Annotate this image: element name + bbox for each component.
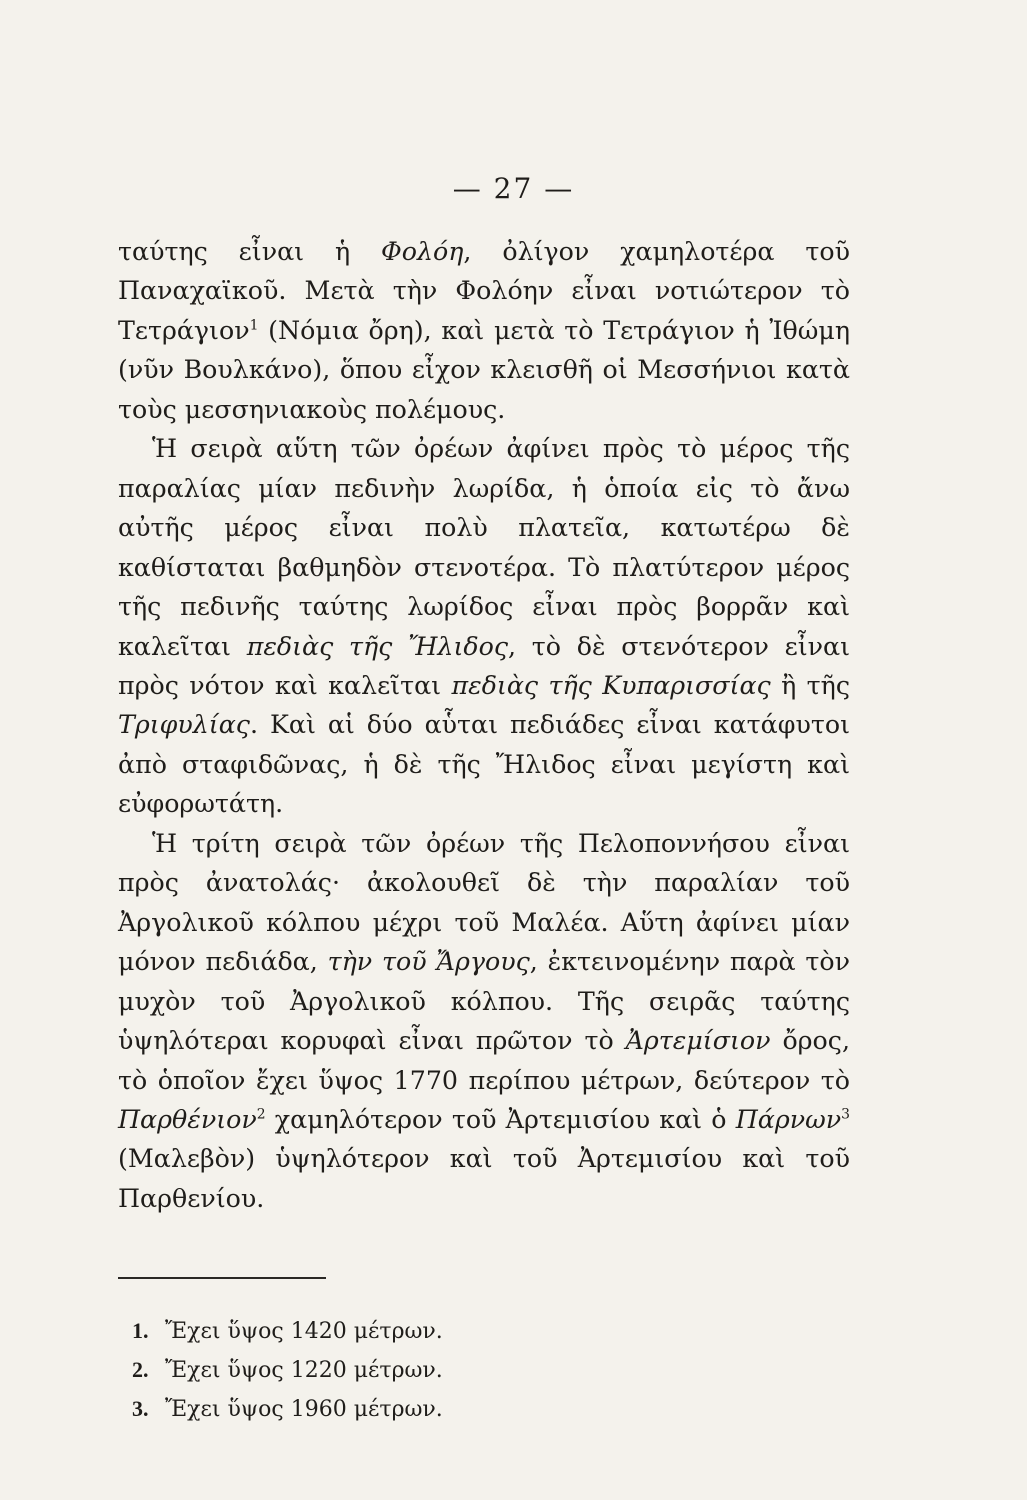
page-number: — 27 — bbox=[452, 172, 575, 205]
footnote-2 bbox=[132, 1351, 443, 1390]
footnote-number: 3. bbox=[132, 1396, 149, 1421]
paragraph-3 bbox=[118, 824, 850, 1219]
italic-term: πεδιὰς τῆς Κυπαρισσίας bbox=[451, 670, 771, 700]
footnote-marker: 1 bbox=[249, 317, 259, 334]
italic-term: Φολόη bbox=[381, 237, 464, 266]
footnote-text: Ἔχει ὕψος 1220 μέτρων. bbox=[165, 1358, 443, 1383]
footnote-text: Ἔχει ὕψος 1960 μέτρων. bbox=[165, 1397, 443, 1422]
footnote-number: 2. bbox=[132, 1357, 149, 1382]
body-text bbox=[118, 232, 850, 1218]
footnote-number: 1. bbox=[132, 1318, 149, 1343]
text-run: (Μαλεβὸν) ὑψηλότερον καὶ τοῦ Ἀρτεμισίου καὶ τοῦ Παρθενίου. bbox=[118, 1144, 850, 1213]
text-run: χαμηλότερον τοῦ Ἀρτεμισίου καὶ ὁ bbox=[265, 1104, 736, 1134]
text-run: (Νόμια ὄρη), καὶ μετὰ τὸ Τετράγιον ἡ Ἰθώμη (νῦν Βουλκάνο), ὅπου εἶχον κλεισθῆ οἱ Μεσσήνιοι κατὰ τοὺς μεσσηνιακοὺς πολέμους. bbox=[118, 315, 850, 424]
footnote-divider bbox=[118, 1277, 326, 1279]
text-run: ὄρος, τὸ ὁποῖον ἔχει ὕψος 1770 περίπου μέτρων, δεύτερον τὸ bbox=[118, 1026, 850, 1095]
italic-term: Ἀρτεμίσιον bbox=[625, 1026, 771, 1056]
footnote-3 bbox=[132, 1390, 443, 1429]
text-run: Ἡ τρίτη σειρὰ τῶν ὀρέων τῆς Πελοποννήσου εἶναι πρὸς ἀνατολάς· ἀκολουθεῖ δὲ τὴν παραλίαν τοῦ Ἀργολικοῦ κόλπου μέχρι τοῦ Μαλέα. Αὕτη ἀφίνει μίαν μόνον πεδιάδα, bbox=[118, 828, 850, 977]
italic-term: Τριφυλίας bbox=[118, 710, 250, 740]
italic-term: τὴν τοῦ Ἄργους bbox=[327, 947, 530, 977]
italic-term: Παρθένιον bbox=[118, 1104, 257, 1134]
footnotes bbox=[132, 1312, 443, 1429]
text-run: Ἡ σειρὰ αὕτη τῶν ὀρέων ἀφίνει πρὸς τὸ μέρος τῆς παραλίας μίαν πεδινὴν λωρίδα, ἡ ὁποία εἰς τὸ ἄνω αὐτῆς μέρος εἶναι πολὺ πλατεῖα, κατωτέρω δὲ καθίσταται βαθμηδὸν στενοτέρα. Τὸ πλατύτερον μέρος τῆς πεδινῆς ταύτης λωρίδος εἶναι πρὸς βορρᾶν καὶ καλεῖται bbox=[118, 434, 850, 661]
text-run: . Καὶ αἱ δύο αὗται πεδιάδες εἶναι κατάφυτοι ἀπὸ σταφιδῶνας, ἡ δὲ τῆς Ἤλιδος εἶναι μεγίστη καὶ εὐφορωτάτη. bbox=[118, 710, 850, 819]
paragraph-2 bbox=[118, 429, 850, 824]
footnote-marker: 2 bbox=[256, 1106, 266, 1123]
text-run: , ἐκτεινομένην παρὰ τὸν μυχὸν τοῦ Ἀργολικοῦ κόλπου. Τῆς σειρᾶς ταύτης ὑψηλότεραι κορυφαὶ εἶναι πρῶτον τὸ bbox=[118, 947, 851, 1056]
paragraph-1 bbox=[118, 232, 850, 429]
text-run: , τὸ δὲ στενότερον εἶναι πρὸς νότον καὶ καλεῖται bbox=[118, 631, 850, 700]
text-run: ἢ τῆς bbox=[770, 670, 851, 700]
italic-term: πεδιὰς τῆς Ἤλιδος bbox=[246, 631, 508, 661]
footnote-text: Ἔχει ὕψος 1420 μέτρων. bbox=[165, 1319, 443, 1344]
text-run: ταύτης εἶναι ἡ bbox=[118, 237, 382, 266]
text-run: , ὀλίγον χαμηλοτέρα τοῦ Παναχαϊκοῦ. Μετὰ τὴν Φολόην εἶναι νοτιώτερον τὸ Τετράγιον bbox=[118, 237, 850, 345]
footnote-1 bbox=[132, 1312, 443, 1351]
footnote-marker: 3 bbox=[841, 1106, 850, 1123]
italic-term: Πάρνων bbox=[735, 1104, 842, 1134]
